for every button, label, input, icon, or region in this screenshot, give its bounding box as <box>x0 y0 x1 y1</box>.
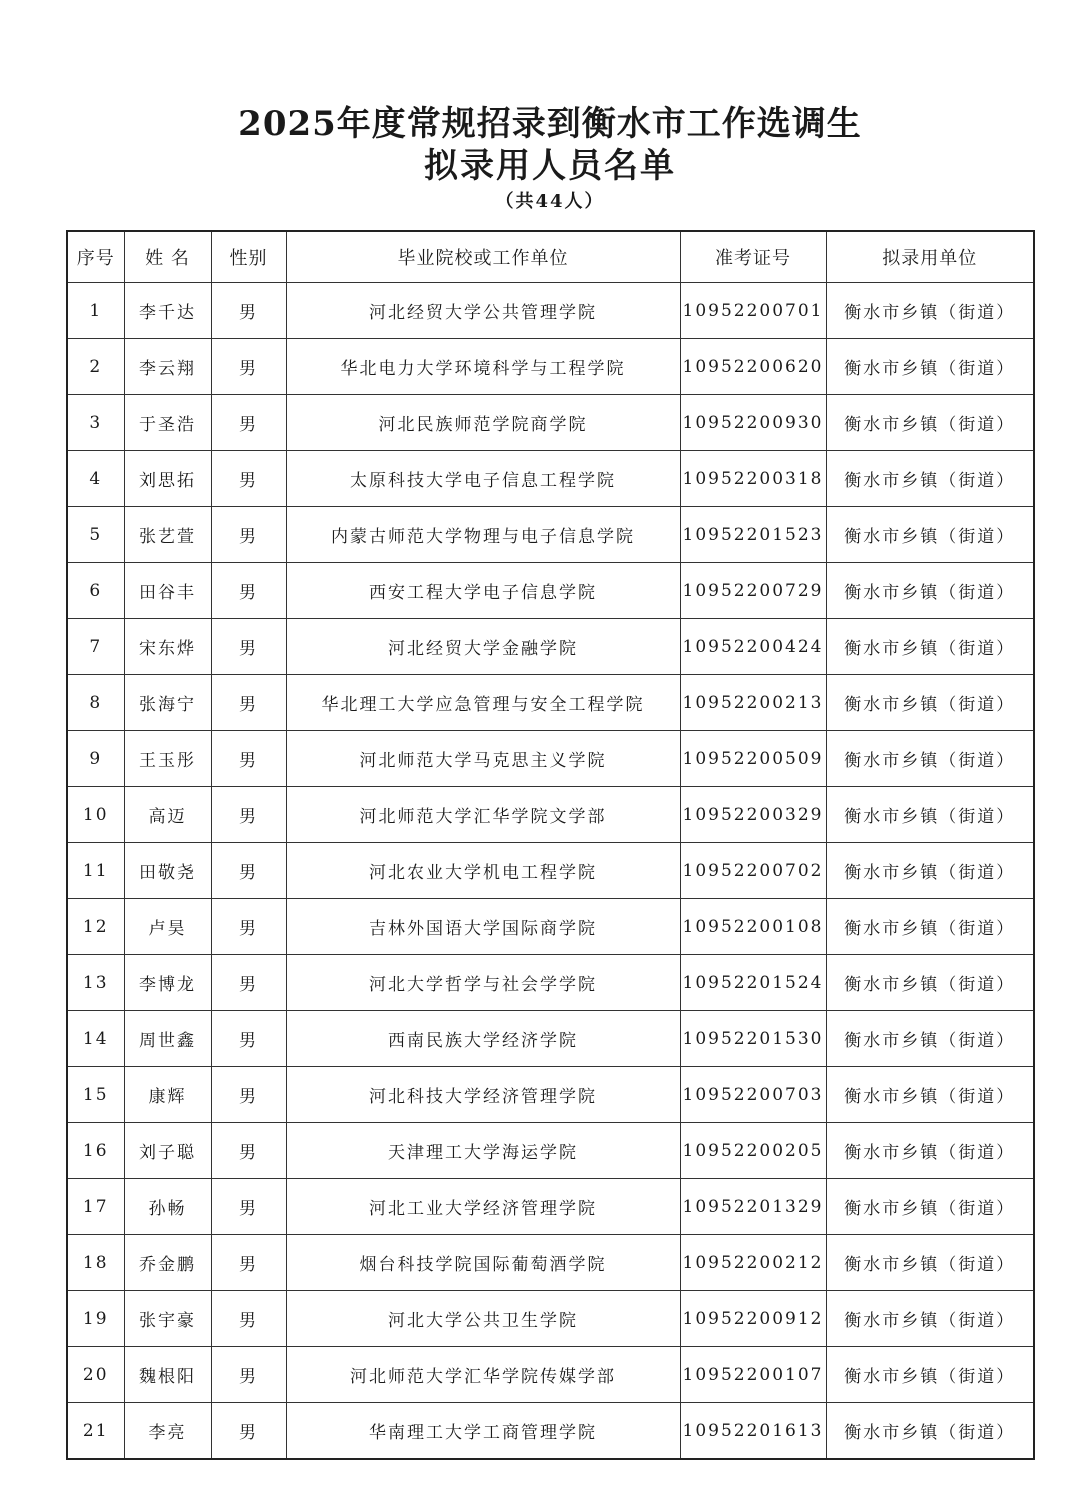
gender: 男 <box>211 1011 286 1067</box>
header-exam-id: 准考证号 <box>680 231 826 283</box>
exam-id: 10952200912 <box>680 1291 826 1347</box>
person-name: 乔金鹏 <box>124 1235 211 1291</box>
person-name: 刘子聪 <box>124 1123 211 1179</box>
school-or-workplace: 华北电力大学环境科学与工程学院 <box>286 339 680 395</box>
school-or-workplace: 河北师范大学汇华学院传媒学部 <box>286 1347 680 1403</box>
person-name: 康辉 <box>124 1067 211 1123</box>
table-row <box>67 843 1034 899</box>
row-number: 20 <box>67 1347 124 1403</box>
table-row <box>67 1235 1034 1291</box>
assigned-unit: 衡水市乡镇（街道） <box>826 1067 1034 1123</box>
row-number: 16 <box>67 1123 124 1179</box>
exam-id: 10952200107 <box>680 1347 826 1403</box>
person-name: 魏根阳 <box>124 1347 211 1403</box>
roster-table <box>66 230 1035 1460</box>
total-count: （共44人） <box>495 191 605 212</box>
exam-id: 10952200318 <box>680 451 826 507</box>
row-number: 17 <box>67 1179 124 1235</box>
table-row <box>67 395 1034 451</box>
school-or-workplace: 吉林外国语大学国际商学院 <box>286 899 680 955</box>
person-name: 周世鑫 <box>124 1011 211 1067</box>
gender: 男 <box>211 675 286 731</box>
exam-id: 10952200329 <box>680 787 826 843</box>
person-name: 王玉彤 <box>124 731 211 787</box>
row-number: 8 <box>67 675 124 731</box>
row-number: 15 <box>67 1067 124 1123</box>
school-or-workplace: 河北大学公共卫生学院 <box>286 1291 680 1347</box>
exam-id: 10952201613 <box>680 1403 826 1460</box>
row-number: 21 <box>67 1403 124 1460</box>
assigned-unit: 衡水市乡镇（街道） <box>826 451 1034 507</box>
gender: 男 <box>211 787 286 843</box>
assigned-unit: 衡水市乡镇（街道） <box>826 1347 1034 1403</box>
table-row <box>67 451 1034 507</box>
exam-id: 10952200620 <box>680 339 826 395</box>
person-name: 田敬尧 <box>124 843 211 899</box>
gender: 男 <box>211 955 286 1011</box>
gender: 男 <box>211 843 286 899</box>
school-or-workplace: 太原科技大学电子信息工程学院 <box>286 451 680 507</box>
person-name: 李博龙 <box>124 955 211 1011</box>
table-row <box>67 675 1034 731</box>
row-number: 13 <box>67 955 124 1011</box>
person-name: 张艺萱 <box>124 507 211 563</box>
exam-id: 10952200424 <box>680 619 826 675</box>
school-or-workplace: 华北理工大学应急管理与安全工程学院 <box>286 675 680 731</box>
assigned-unit: 衡水市乡镇（街道） <box>826 675 1034 731</box>
gender: 男 <box>211 1067 286 1123</box>
person-name: 孙畅 <box>124 1179 211 1235</box>
assigned-unit: 衡水市乡镇（街道） <box>826 843 1034 899</box>
table-row <box>67 283 1034 339</box>
header-no: 序号 <box>67 231 124 283</box>
assigned-unit: 衡水市乡镇（街道） <box>826 563 1034 619</box>
person-name: 张海宁 <box>124 675 211 731</box>
row-number: 19 <box>67 1291 124 1347</box>
row-number: 1 <box>67 283 124 339</box>
school-or-workplace: 河北科技大学经济管理学院 <box>286 1067 680 1123</box>
school-or-workplace: 华南理工大学工商管理学院 <box>286 1403 680 1460</box>
table-row <box>67 339 1034 395</box>
table-row <box>67 955 1034 1011</box>
school-or-workplace: 河北经贸大学公共管理学院 <box>286 283 680 339</box>
assigned-unit: 衡水市乡镇（街道） <box>826 1011 1034 1067</box>
assigned-unit: 衡水市乡镇（街道） <box>826 619 1034 675</box>
exam-id: 10952200205 <box>680 1123 826 1179</box>
assigned-unit: 衡水市乡镇（街道） <box>826 1123 1034 1179</box>
table-row <box>67 1123 1034 1179</box>
person-name: 卢昊 <box>124 899 211 955</box>
row-number: 18 <box>67 1235 124 1291</box>
assigned-unit: 衡水市乡镇（街道） <box>826 1291 1034 1347</box>
row-number: 5 <box>67 507 124 563</box>
gender: 男 <box>211 395 286 451</box>
exam-id: 10952201523 <box>680 507 826 563</box>
header-name: 姓 名 <box>124 231 211 283</box>
person-name: 田谷丰 <box>124 563 211 619</box>
person-name: 刘思拓 <box>124 451 211 507</box>
gender: 男 <box>211 1235 286 1291</box>
table-row <box>67 563 1034 619</box>
row-number: 11 <box>67 843 124 899</box>
school-or-workplace: 西南民族大学经济学院 <box>286 1011 680 1067</box>
school-or-workplace: 河北农业大学机电工程学院 <box>286 843 680 899</box>
gender: 男 <box>211 1291 286 1347</box>
school-or-workplace: 河北师范大学马克思主义学院 <box>286 731 680 787</box>
gender: 男 <box>211 1179 286 1235</box>
row-number: 7 <box>67 619 124 675</box>
exam-id: 10952200108 <box>680 899 826 955</box>
gender: 男 <box>211 283 286 339</box>
table-row <box>67 1011 1034 1067</box>
table-row <box>67 1067 1034 1123</box>
document-title-line2: 拟录用人员名单 <box>424 146 676 186</box>
table-row <box>67 1403 1034 1460</box>
table-row <box>67 619 1034 675</box>
header-school: 毕业院校或工作单位 <box>286 231 680 283</box>
assigned-unit: 衡水市乡镇（街道） <box>826 731 1034 787</box>
school-or-workplace: 河北民族师范学院商学院 <box>286 395 680 451</box>
exam-id: 10952201329 <box>680 1179 826 1235</box>
school-or-workplace: 天津理工大学海运学院 <box>286 1123 680 1179</box>
person-name: 张宇豪 <box>124 1291 211 1347</box>
gender: 男 <box>211 1347 286 1403</box>
header-gender: 性别 <box>211 231 286 283</box>
gender: 男 <box>211 339 286 395</box>
assigned-unit: 衡水市乡镇（街道） <box>826 955 1034 1011</box>
school-or-workplace: 河北工业大学经济管理学院 <box>286 1179 680 1235</box>
assigned-unit: 衡水市乡镇（街道） <box>826 1403 1034 1460</box>
table-row <box>67 731 1034 787</box>
exam-id: 10952201524 <box>680 955 826 1011</box>
assigned-unit: 衡水市乡镇（街道） <box>826 899 1034 955</box>
gender: 男 <box>211 451 286 507</box>
row-number: 14 <box>67 1011 124 1067</box>
person-name: 于圣浩 <box>124 395 211 451</box>
exam-id: 10952200213 <box>680 675 826 731</box>
assigned-unit: 衡水市乡镇（街道） <box>826 395 1034 451</box>
row-number: 3 <box>67 395 124 451</box>
gender: 男 <box>211 1403 286 1460</box>
person-name: 李千达 <box>124 283 211 339</box>
row-number: 4 <box>67 451 124 507</box>
table-row <box>67 899 1034 955</box>
gender: 男 <box>211 731 286 787</box>
school-or-workplace: 烟台科技学院国际葡萄酒学院 <box>286 1235 680 1291</box>
exam-id: 10952200509 <box>680 731 826 787</box>
exam-id: 10952200701 <box>680 283 826 339</box>
assigned-unit: 衡水市乡镇（街道） <box>826 787 1034 843</box>
gender: 男 <box>211 507 286 563</box>
assigned-unit: 衡水市乡镇（街道） <box>826 1235 1034 1291</box>
table-row <box>67 507 1034 563</box>
document-title: 2025年度常规招录到衡水市工作选调生 <box>238 104 862 144</box>
gender: 男 <box>211 899 286 955</box>
gender: 男 <box>211 619 286 675</box>
gender: 男 <box>211 1123 286 1179</box>
row-number: 12 <box>67 899 124 955</box>
school-or-workplace: 西安工程大学电子信息学院 <box>286 563 680 619</box>
table-row <box>67 1179 1034 1235</box>
exam-id: 10952200702 <box>680 843 826 899</box>
table-row <box>67 787 1034 843</box>
row-number: 10 <box>67 787 124 843</box>
person-name: 李亮 <box>124 1403 211 1460</box>
exam-id: 10952201530 <box>680 1011 826 1067</box>
exam-id: 10952200729 <box>680 563 826 619</box>
school-or-workplace: 内蒙古师范大学物理与电子信息学院 <box>286 507 680 563</box>
table-row <box>67 1347 1034 1403</box>
row-number: 6 <box>67 563 124 619</box>
assigned-unit: 衡水市乡镇（街道） <box>826 339 1034 395</box>
person-name: 高迈 <box>124 787 211 843</box>
row-number: 2 <box>67 339 124 395</box>
assigned-unit: 衡水市乡镇（街道） <box>826 1179 1034 1235</box>
header-unit: 拟录用单位 <box>826 231 1034 283</box>
exam-id: 10952200703 <box>680 1067 826 1123</box>
school-or-workplace: 河北师范大学汇华学院文学部 <box>286 787 680 843</box>
assigned-unit: 衡水市乡镇（街道） <box>826 283 1034 339</box>
gender: 男 <box>211 563 286 619</box>
assigned-unit: 衡水市乡镇（街道） <box>826 507 1034 563</box>
school-or-workplace: 河北经贸大学金融学院 <box>286 619 680 675</box>
school-or-workplace: 河北大学哲学与社会学学院 <box>286 955 680 1011</box>
table-row <box>67 1291 1034 1347</box>
row-number: 9 <box>67 731 124 787</box>
exam-id: 10952200212 <box>680 1235 826 1291</box>
exam-id: 10952200930 <box>680 395 826 451</box>
roster-body <box>67 283 1034 1460</box>
table-header-row <box>67 231 1034 283</box>
person-name: 李云翔 <box>124 339 211 395</box>
person-name: 宋东烨 <box>124 619 211 675</box>
